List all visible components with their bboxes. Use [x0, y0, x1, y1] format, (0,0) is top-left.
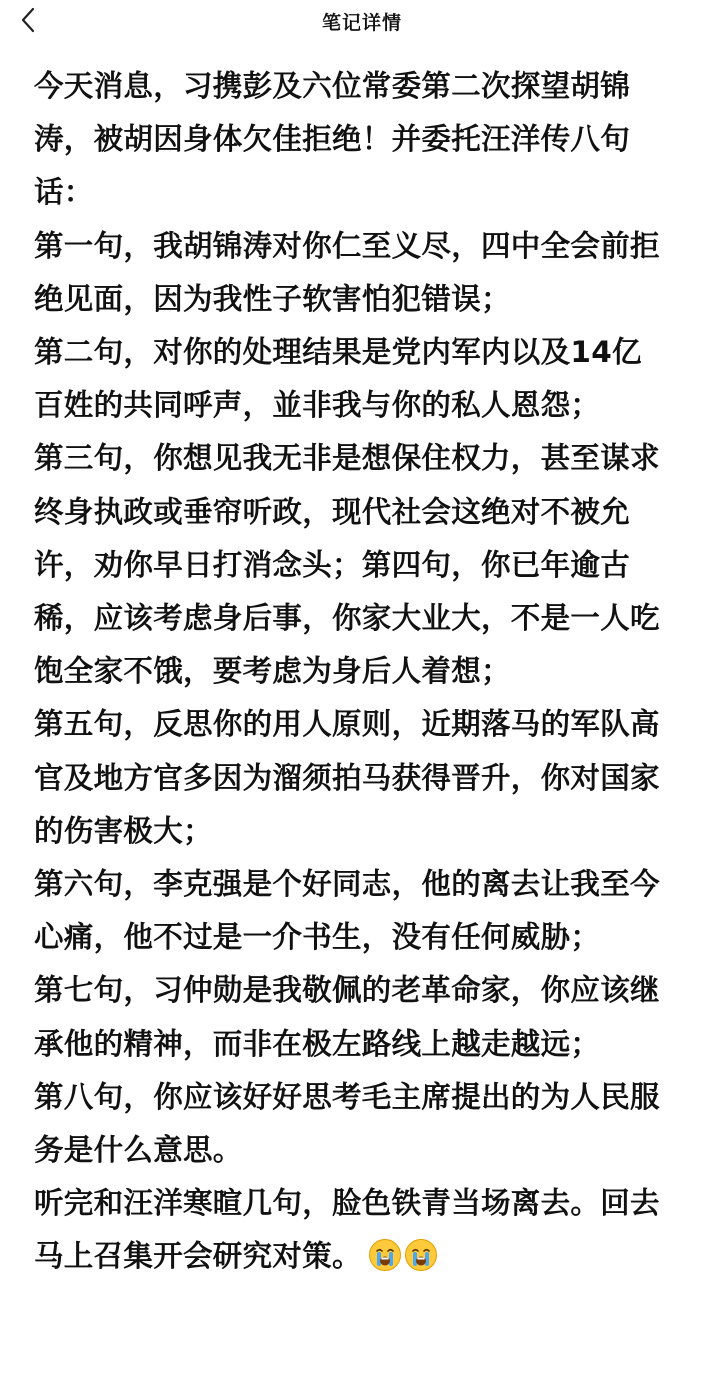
- note-line-text: 马上召集开会研究对策。: [34, 1239, 362, 1274]
- note-line: 第五句，反思你的用人原则，近期落马的军队高: [34, 707, 660, 742]
- note-line: 第八句，你应该好好思考毛主席提出的为人民服: [34, 1079, 660, 1114]
- note-line: 绝见面，因为我性子软害怕犯错误；: [34, 281, 511, 316]
- note-line-last: [34, 1230, 700, 1283]
- note-line: 第七句，习仲勋是我敬佩的老革命家，你应该继: [34, 973, 660, 1008]
- note-line: 心痛，他不过是一介书生，没有任何威胁；: [34, 920, 601, 955]
- note-line: 话：: [34, 175, 94, 210]
- emoji-group: [368, 1238, 438, 1272]
- page-title: 笔记详情: [321, 12, 402, 34]
- note-line: 百姓的共同呼声，並非我与你的私人恩怨；: [34, 388, 601, 423]
- note-line: 的伤害极大；: [34, 813, 213, 848]
- loudly-crying-face-icon: [404, 1238, 438, 1272]
- note-line: 第三句，你想见我无非是想保住权力，甚至谋求: [34, 441, 660, 476]
- note-line: 务是什么意思。: [34, 1133, 243, 1168]
- note-line: 终身执政或垂帘听政，现代社会这绝对不被允: [34, 494, 631, 529]
- note-line: 今天消息，习携彭及六位常委第二次探望胡锦: [34, 69, 631, 103]
- note-line: 许，劝你早日打消念头；第四句，你已年逾古: [34, 547, 631, 582]
- top-nav-bar: [0, 0, 724, 44]
- note-line: 涛，被胡因身体欠佳拒绝！并委托汪洋传八句: [34, 122, 631, 157]
- note-line: 承他的精神，而非在极左路线上越走越远；: [34, 1026, 601, 1061]
- note-line: 听完和汪洋寒暄几句，脸色铁青当场离去。回去: [34, 1186, 660, 1221]
- note-line: 第六句，李克强是个好同志，他的离去让我至今: [34, 867, 660, 902]
- note-line: 稀，应该考虑身后事，你家大业大，不是一人吃: [34, 601, 660, 636]
- note-content: [0, 44, 724, 1284]
- note-line: 官及地方官多因为溜须拍马获得晋升，你对国家: [34, 760, 660, 795]
- loudly-crying-face-icon: [368, 1238, 402, 1272]
- note-line: 第一句，我胡锦涛对你仁至义尽，四中全会前拒: [34, 228, 660, 263]
- note-line: 饱全家不饿，要考虑为身后人着想；: [34, 654, 511, 689]
- note-line: 第二句，对你的处理结果是党内军内以及14亿: [34, 335, 642, 370]
